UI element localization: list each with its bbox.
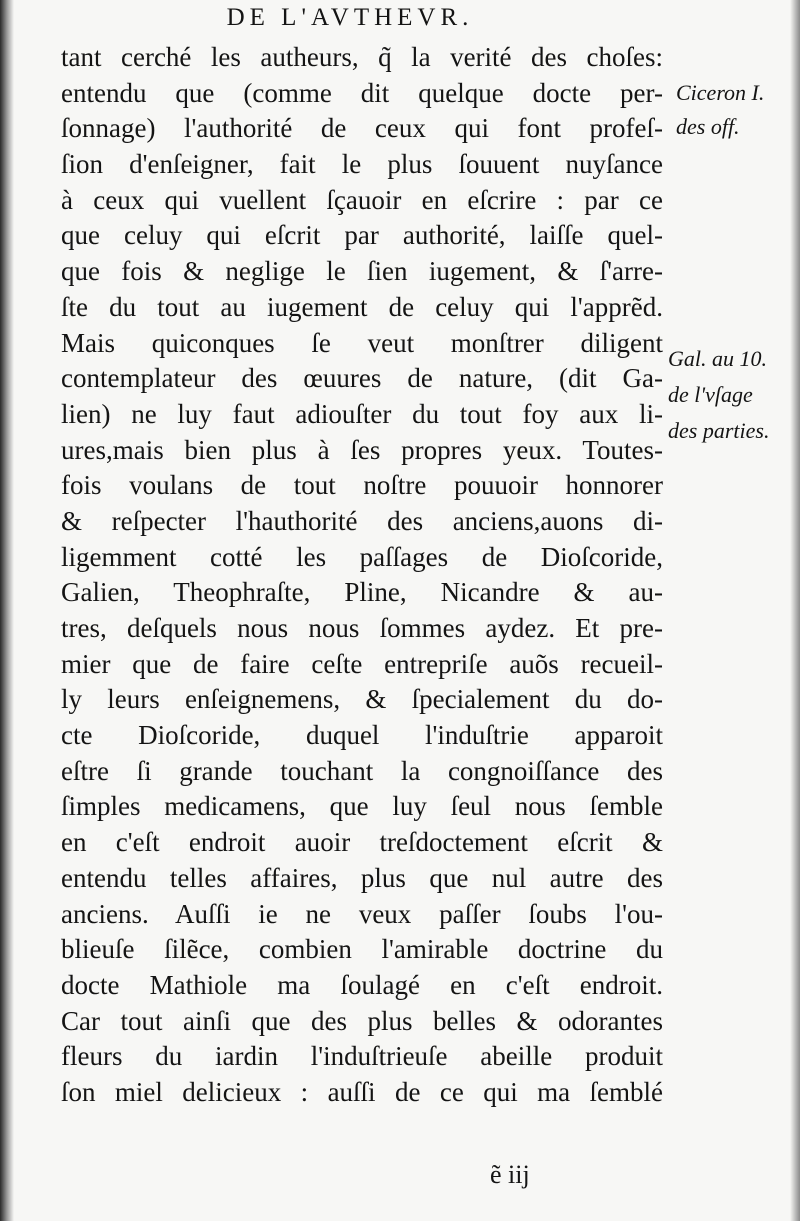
margin-note-galen [668,341,769,449]
text-line: docte Mathiole ma ſoulagé en c'eſt endroit. [61,969,663,1000]
text-line: fleurs du iardin l'induſtrieuſe abeille produit [61,1041,663,1072]
margin-note-cicero [676,76,764,144]
text-line: tant cerché les autheurs, q̃ la verité des choſes: [61,42,663,72]
page-gutter-shadow [0,0,14,1221]
text-line: fois voulans de tout noſtre pouuoir honnorer [61,470,663,501]
text-line: ſonnage) l'authorité de ceux qui font profeſ- [61,113,663,144]
text-line: que celuy qui eſcrit par authorité, laiſſe quel- [61,220,663,251]
text-line: ures,mais bien plus à ſes propres yeux. Toutes- [61,434,663,465]
text-line: ligemment cotté les paſſages de Dioſcoride, [61,541,663,572]
text-line: en c'eſt endroit auoir treſdoctement eſcrit & [61,827,663,858]
text-line: Mais quiconques ſe veut monſtrer diligent [61,327,663,358]
text-line: entendu telles affaires, plus que nul autre des [61,862,663,893]
text-line: mier que de faire ceſte entrepriſe auõs recueil- [61,648,663,679]
body-text [61,40,663,1111]
text-line: eſtre ſi grande touchant la congnoiſſance des [61,755,663,786]
margin-note-line: des off. [676,114,740,139]
text-line: ſte du tout au iugement de celuy qui l'apprẽd. [61,291,663,322]
text-line: ſon miel delicieux : auſſi de ce qui ma ſemblé [61,1076,663,1107]
page-edge-shadow [790,0,800,1221]
running-head: DE L'AVTHEVR. [226,4,474,31]
text-line: anciens. Auſſi ie ne veux paſſer ſoubs l'ou- [61,898,663,929]
text-line: ſimples medicamens, que luy ſeul nous ſemble [61,791,663,822]
margin-note-line: Gal. au 10. [668,346,767,371]
signature-mark: ẽ iij [490,1160,530,1189]
text-line: lien) ne luy faut adiouſter du tout foy aux li- [61,398,663,429]
text-line: & reſpecter l'hauthorité des anciens,auons di- [61,505,663,536]
text-line: que fois & neglige le ſien iugement, & ſ'arre- [61,256,663,287]
text-line: Car tout ainſi que des plus belles & odorantes [61,1005,663,1036]
text-line: contemplateur des œuures de nature, (dit Ga- [61,363,663,394]
text-line: Galien, Theophraſte, Pline, Nicandre & au- [61,577,663,608]
margin-note-line: des parties. [668,418,770,443]
text-line: à ceux qui vuellent ſçauoir en eſcrire : par ce [61,184,663,215]
text-line: blieuſe ſilẽce, combien l'amirable doctrine du [61,934,663,965]
margin-note-line: de l'vſage [668,382,753,407]
text-line: tres, deſquels nous nous ſommes aydez. Et pre- [61,613,663,643]
text-line: entendu que (comme dit quelque docte per- [61,77,663,108]
margin-note-line: Ciceron I. [676,80,765,105]
text-line: ſion d'enſeigner, fait le plus ſouuent nuyſance [61,149,663,180]
text-line: cte Dioſcoride, duquel l'induſtrie apparoit [61,720,663,751]
text-line: ly leurs enſeignemens, & ſpecialement du do- [61,684,663,715]
